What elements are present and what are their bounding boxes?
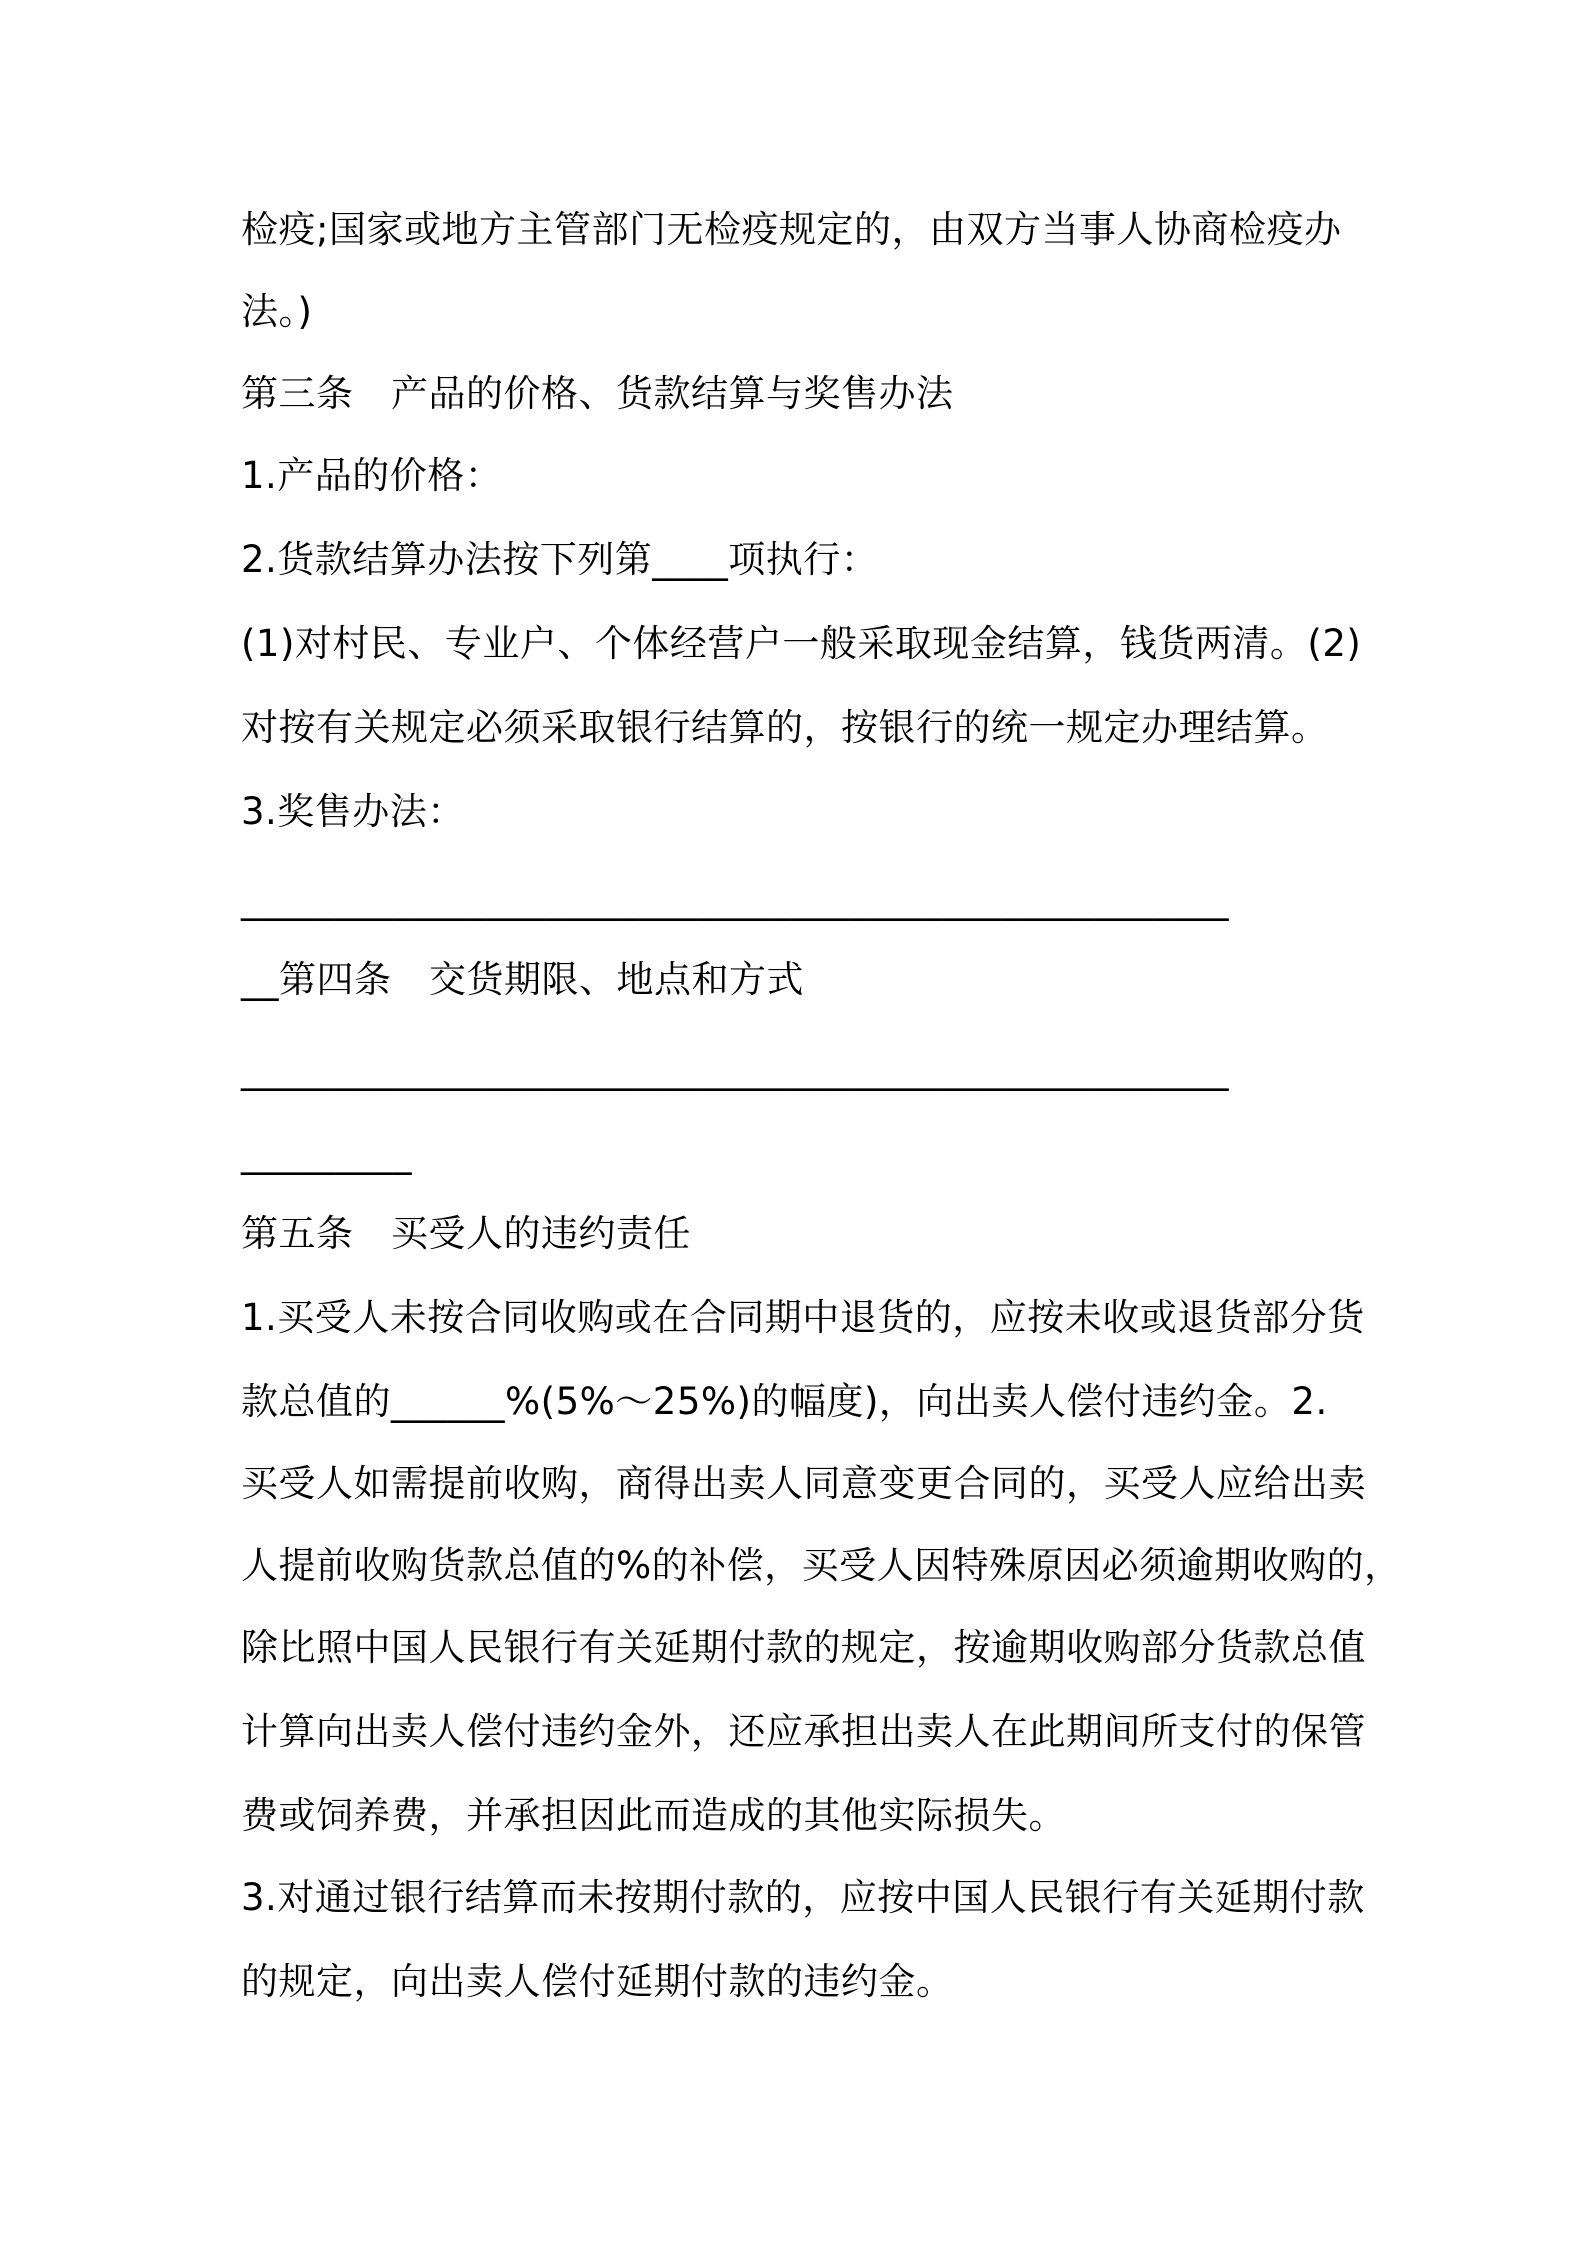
text-line-15: 款总值的______%(5%～25%)的幅度)，向出卖人偿付违约金。2. (241, 1380, 1328, 1423)
text-line-5: 2.货款结算办法按下列第____项执行： (241, 538, 879, 581)
section-heading-article-3: 第三条 产品的价格、货款结算与奖售办法 (241, 372, 954, 415)
blank-fill-line-2: ____________________________________________________ (241, 1048, 1229, 1091)
text-line-22: 的规定，向出卖人偿付延期付款的违约金。 (241, 1960, 954, 2003)
text-line-16: 买受人如需提前收购，商得出卖人同意变更合同的，买受人应给出卖 (241, 1462, 1366, 1505)
text-line-17: 人提前收购货款总值的%的补偿，买受人因特殊原因必须逾期收购的， (241, 1544, 1402, 1587)
section-heading-article-5: 第五条 买受人的违约责任 (241, 1212, 691, 1255)
text-line-1: 检疫;国家或地方主管部门无检疫规定的，由双方当事人协商检疫办 (241, 208, 1342, 251)
blank-fill-line-1: ____________________________________________________ (241, 878, 1229, 921)
section-heading-article-4: __第四条 交货期限、地点和方式 (241, 958, 804, 1001)
text-line-2: 法。) (241, 290, 313, 333)
text-line-21: 3.对通过银行结算而未按期付款的，应按中国人民银行有关延期付款 (241, 1876, 1365, 1919)
text-line-19: 计算向出卖人偿付违约金外，还应承担出卖人在此期间所支付的保管 (241, 1710, 1366, 1753)
text-line-8: 3.奖售办法： (241, 790, 465, 833)
text-line-6: (1)对村民、专业户、个体经营户一般采取现金结算，钱货两清。(2) (241, 622, 1362, 665)
blank-fill-line-3: _________ (241, 1132, 412, 1175)
text-line-7: 对按有关规定必须采取银行结算的，按银行的统一规定办理结算。 (241, 706, 1329, 749)
text-line-4: 1.产品的价格： (241, 454, 503, 497)
text-line-18: 除比照中国人民银行有关延期付款的规定，按逾期收购部分货款总值 (241, 1626, 1366, 1669)
text-line-20: 费或饲养费，并承担因此而造成的其他实际损失。 (241, 1794, 1066, 1837)
text-line-14: 1.买受人未按合同收购或在合同期中退货的，应按未收或退货部分货 (241, 1296, 1365, 1339)
